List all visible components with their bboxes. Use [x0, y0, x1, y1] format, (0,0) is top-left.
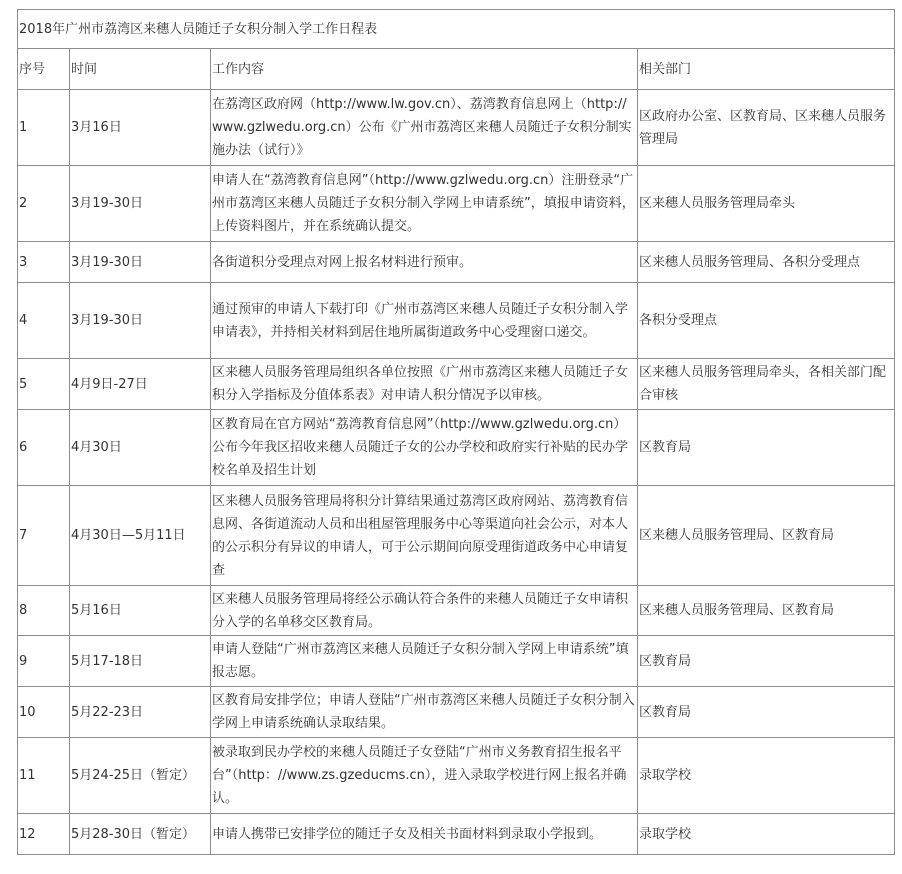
cell-no: 9	[18, 636, 70, 687]
cell-time: 4月9日-27日	[70, 359, 211, 410]
table-title-row	[18, 10, 895, 49]
cell-content: 区教育局安排学位；申请人登陆“广州市荔湾区来穗人员随迁子女积分制入学网上申请系统确认录取结果。	[211, 687, 638, 738]
header-no: 序号	[18, 49, 70, 90]
table-row	[18, 242, 895, 283]
schedule-table	[17, 9, 895, 855]
table-row	[18, 283, 895, 359]
header-time: 时间	[70, 49, 211, 90]
cell-no: 11	[18, 738, 70, 814]
header-content: 工作内容	[211, 49, 638, 90]
cell-content: 区教育局在官方网站“荔湾教育信息网”（http://www.gzlwedu.org.cn）公布今年我区招收来穗人员随迁子女的公办学校和政府实行补贴的民办学校名单及招生计划	[211, 410, 638, 486]
cell-dept: 区教育局	[638, 636, 895, 687]
table-row	[18, 586, 895, 636]
cell-content: 区来穗人员服务管理局组织各单位按照《广州市荔湾区来穗人员随迁子女积分入学指标及分值体系表》对申请人积分情况予以审核。	[211, 359, 638, 410]
cell-dept: 区教育局	[638, 687, 895, 738]
cell-content: 申请人登陆“广州市荔湾区来穗人员随迁子女积分制入学网上申请系统”填报志愿。	[211, 636, 638, 687]
cell-time: 5月22-23日	[70, 687, 211, 738]
cell-content: 申请人携带已安排学位的随迁子女及相关书面材料到录取小学报到。	[211, 814, 638, 855]
cell-time: 3月19-30日	[70, 242, 211, 283]
cell-dept: 各积分受理点	[638, 283, 895, 359]
table-row	[18, 166, 895, 242]
cell-no: 4	[18, 283, 70, 359]
cell-no: 1	[18, 90, 70, 166]
table-row	[18, 90, 895, 166]
cell-content: 区来穗人员服务管理局将经公示确认符合条件的来穗人员随迁子女申请积分入学的名单移交区教育局。	[211, 586, 638, 636]
table-row	[18, 814, 895, 855]
table-row	[18, 410, 895, 486]
table-title: 2018年广州市荔湾区来穗人员随迁子女积分制入学工作日程表	[18, 10, 895, 49]
cell-no: 2	[18, 166, 70, 242]
cell-dept: 区来穗人员服务管理局牵头，各相关部门配合审核	[638, 359, 895, 410]
cell-dept: 区来穗人员服务管理局、区教育局	[638, 586, 895, 636]
table-row	[18, 636, 895, 687]
cell-time: 3月19-30日	[70, 166, 211, 242]
table-header-row	[18, 49, 895, 90]
table-row	[18, 738, 895, 814]
cell-dept: 区教育局	[638, 410, 895, 486]
cell-dept: 录取学校	[638, 814, 895, 855]
cell-no: 7	[18, 486, 70, 586]
cell-content: 区来穗人员服务管理局将积分计算结果通过荔湾区政府网站、荔湾教育信息网、各街道流动人员和出租屋管理服务中心等渠道向社会公示，对本人的公示积分有异议的申请人，可于公示期间向原受理街道政务中心申请复查	[211, 486, 638, 586]
cell-time: 5月28-30日（暂定）	[70, 814, 211, 855]
cell-dept: 录取学校	[638, 738, 895, 814]
cell-content: 被录取到民办学校的来穗人员随迁子女登陆“广州市义务教育招生报名平台”（http：//www.zs.gzeducms.cn），进入录取学校进行网上报名并确认。	[211, 738, 638, 814]
cell-no: 10	[18, 687, 70, 738]
cell-dept: 区来穗人员服务管理局牵头	[638, 166, 895, 242]
cell-time: 5月16日	[70, 586, 211, 636]
cell-content: 通过预审的申请人下载打印《广州市荔湾区来穗人员随迁子女积分制入学申请表》，并持相关材料到居住地所属街道政务中心受理窗口递交。	[211, 283, 638, 359]
table-row	[18, 486, 895, 586]
cell-content: 在荔湾区政府网（http://www.lw.gov.cn）、荔湾教育信息网上（http://www.gzlwedu.org.cn）公布《广州市荔湾区来穗人员随迁子女积分制实施办法（试行）》	[211, 90, 638, 166]
cell-content: 申请人在“荔湾教育信息网”（http://www.gzlwedu.org.cn）注册登录“广州市荔湾区来穗人员随迁子女积分制入学网上申请系统”，填报申请资料，上传资料图片，并在系统确认提交。	[211, 166, 638, 242]
cell-time: 5月24-25日（暂定）	[70, 738, 211, 814]
table-row	[18, 359, 895, 410]
cell-no: 12	[18, 814, 70, 855]
cell-no: 5	[18, 359, 70, 410]
header-dept: 相关部门	[638, 49, 895, 90]
cell-time: 4月30日	[70, 410, 211, 486]
cell-time: 3月19-30日	[70, 283, 211, 359]
cell-no: 8	[18, 586, 70, 636]
cell-content: 各街道积分受理点对网上报名材料进行预审。	[211, 242, 638, 283]
table-row	[18, 687, 895, 738]
cell-dept: 区来穗人员服务管理局、区教育局	[638, 486, 895, 586]
cell-no: 3	[18, 242, 70, 283]
cell-time: 3月16日	[70, 90, 211, 166]
cell-time: 5月17-18日	[70, 636, 211, 687]
cell-dept: 区政府办公室、区教育局、区来穗人员服务管理局	[638, 90, 895, 166]
cell-dept: 区来穗人员服务管理局、各积分受理点	[638, 242, 895, 283]
schedule-table-wrapper	[17, 9, 894, 855]
cell-no: 6	[18, 410, 70, 486]
cell-time: 4月30日—5月11日	[70, 486, 211, 586]
